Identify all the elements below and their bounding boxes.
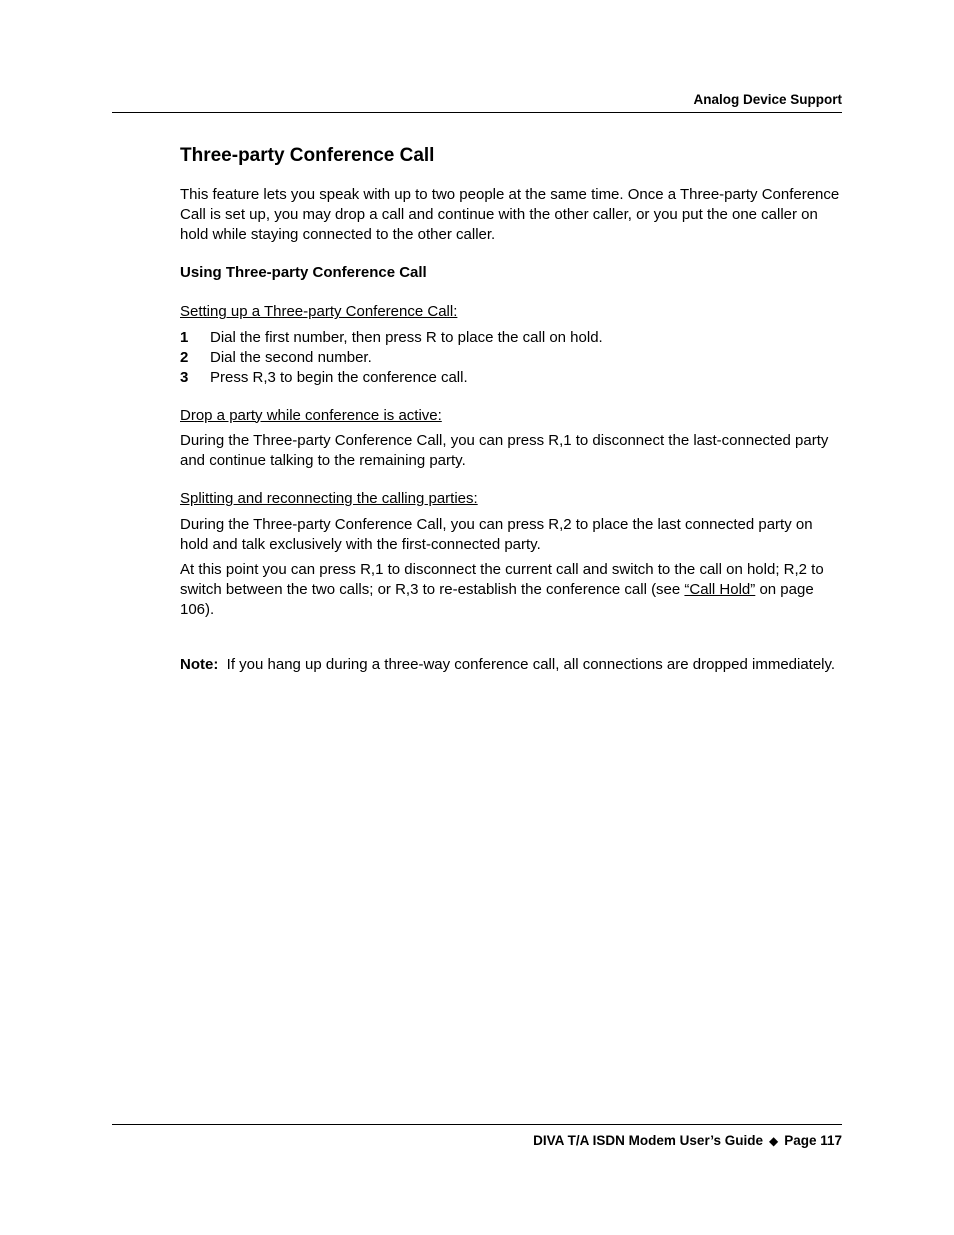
- step-text: Dial the second number.: [210, 348, 372, 366]
- drop-paragraph: During the Three-party Conference Call, you can press R,1 to disconnect the last-connected party and continue talking to the remaining party.: [180, 432, 829, 470]
- running-header: [112, 90, 842, 113]
- running-footer: [112, 1124, 842, 1153]
- footer-text: [533, 1132, 842, 1150]
- step-item: [180, 348, 840, 368]
- call-hold-link[interactable]: “Call Hold”: [684, 581, 756, 599]
- intro-paragraph: This feature lets you speak with up to two people at the same time. Once a Three-party Conference Call is set up, you may drop a call and continue with the other caller, or you put the one caller on hold while staying connected to the other caller.: [180, 186, 840, 243]
- footer-guide-title: DIVA T/A ISDN Modem User’s Guide: [533, 1133, 763, 1148]
- page-title: Three-party Conference Call: [180, 145, 435, 166]
- split-paragraph-2: [180, 560, 840, 619]
- subheading-using: Using Three-party Conference Call: [180, 264, 427, 282]
- setup-steps-list: [180, 328, 840, 387]
- step-number: 3: [180, 368, 189, 386]
- step-item: [180, 328, 840, 348]
- step-text: Press R,3 to begin the conference call.: [210, 368, 468, 386]
- step-number: 1: [180, 329, 189, 347]
- diamond-separator-icon: ◆: [768, 1134, 779, 1148]
- page-content: [180, 143, 840, 675]
- step-number: 2: [180, 348, 189, 366]
- drop-label: Drop a party while conference is active:: [180, 406, 442, 424]
- step-text: Dial the first number, then press R to place the call on hold.: [210, 329, 603, 347]
- split-text-after: on page 106).: [180, 581, 814, 618]
- split-text-before: At this point you can press R,1 to disconnect the current call and switch to the call on hold; R,2 to switch between the two calls; or R,3 to re-establish the conference call (see: [180, 561, 824, 599]
- step-item: [180, 368, 840, 388]
- header-section-title: Analog Device Support: [693, 92, 842, 107]
- split-paragraph: During the Three-party Conference Call, you can press R,2 to place the last connected party on hold and talk exclusively with the first-connected party.: [180, 515, 813, 553]
- footer-page-number: Page 117: [784, 1133, 842, 1148]
- note-text: If you hang up during a three-way conference call, all connections are dropped immediately.: [218, 655, 836, 673]
- note-label: Note:: [180, 655, 219, 673]
- note-paragraph: [180, 655, 840, 675]
- split-label: Splitting and reconnecting the calling parties:: [180, 489, 478, 507]
- setup-label: Setting up a Three-party Conference Call:: [180, 303, 458, 321]
